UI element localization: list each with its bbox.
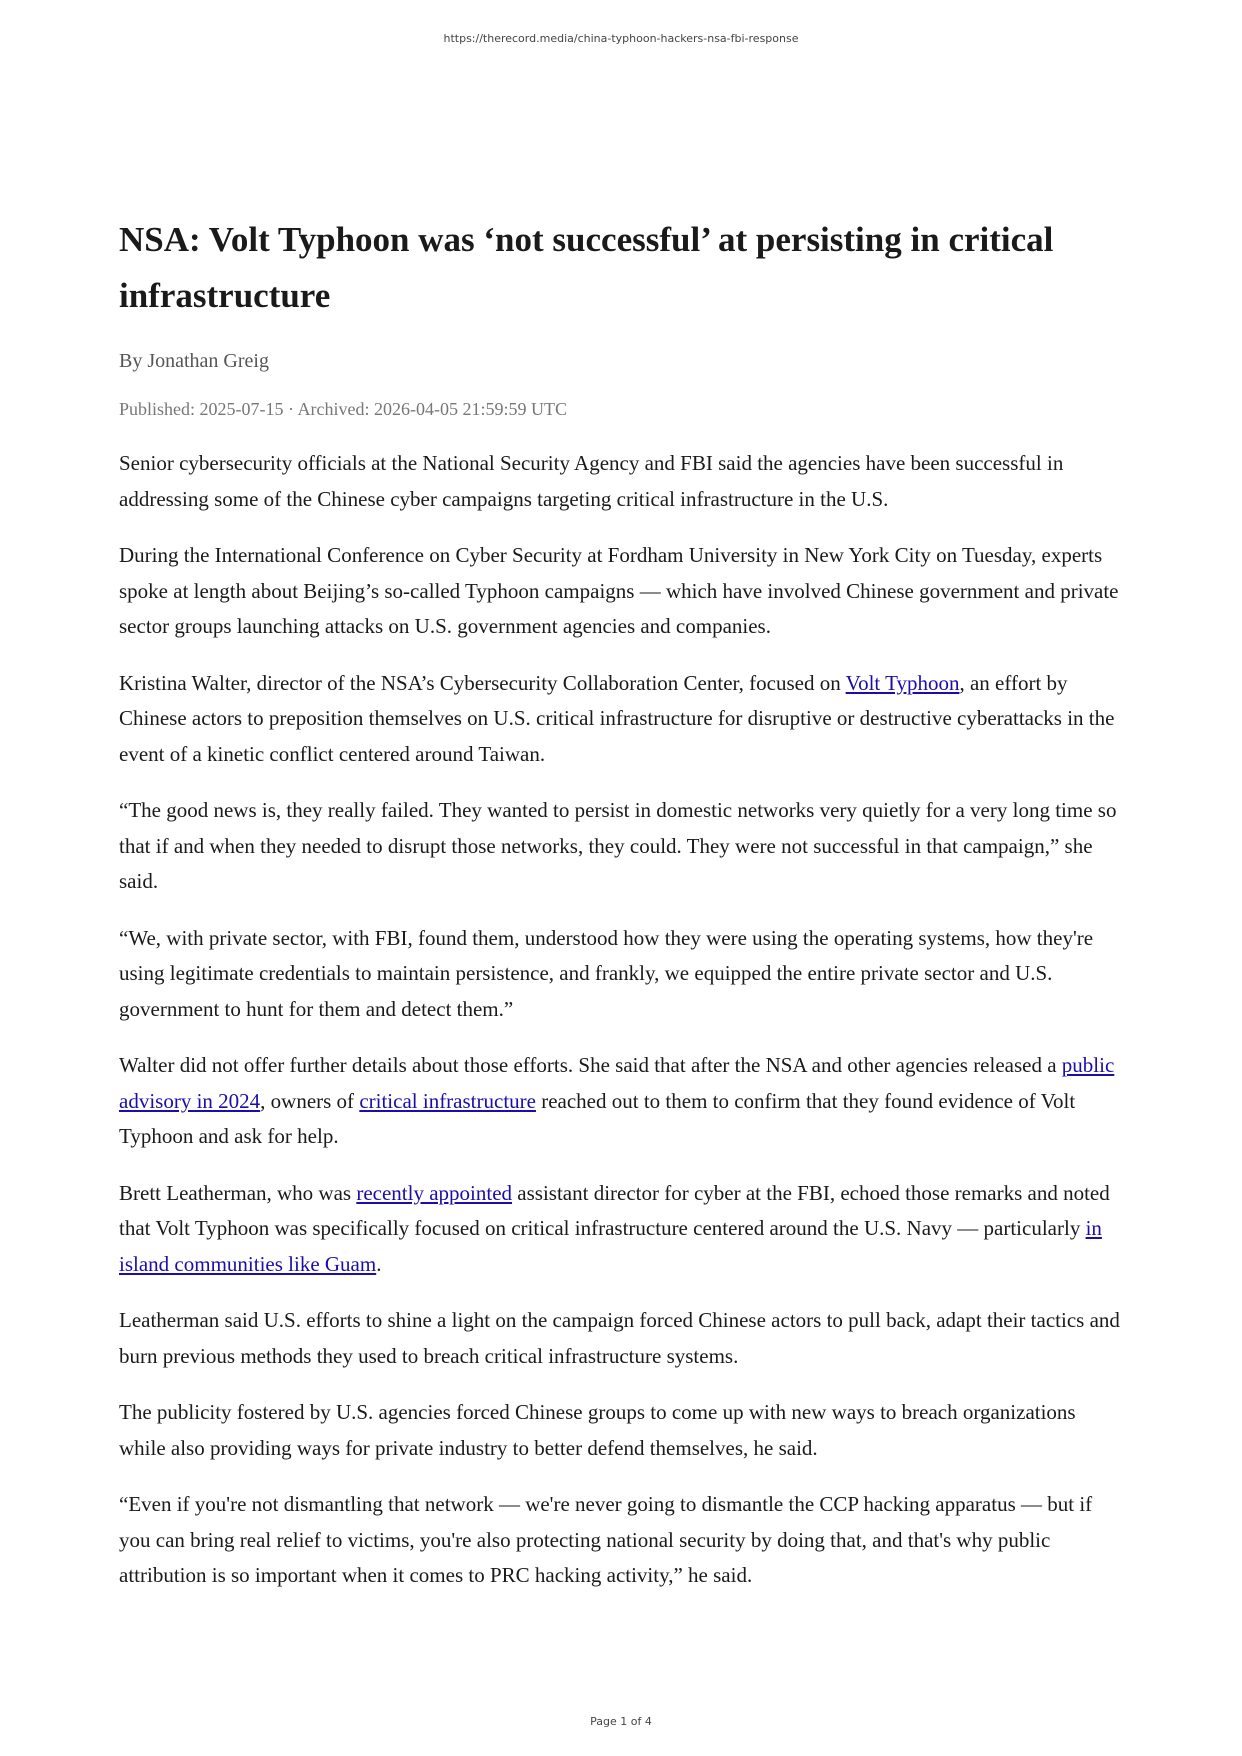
island-communities-link[interactable]: in island communities like Guam <box>119 1216 1102 1276</box>
paragraph-text: , an effort by Chinese actors to preposition themselves on U.S. critical infrastructure for disruptive or destructive cyberattacks in the event of a kinetic conflict centered around Taiwan. <box>119 670 1115 766</box>
article-paragraph: “The good news is, they really failed. They wanted to persist in domestic networks very quietly for a very long time so that if and when they needed to disrupt those networks, they could. They were not successful in that campaign,” she said. <box>119 798 1117 893</box>
article-paragraph: Leatherman said U.S. efforts to shine a light on the campaign forced Chinese actors to pull back, adapt their tactics and burn previous methods they used to breach critical infrastructure systems. <box>119 1308 1120 1368</box>
paragraph-text: Kristina Walter, director of the NSA’s Cybersecurity Collaboration Center, focused on <box>119 670 846 695</box>
paragraph-text: . <box>376 1251 382 1276</box>
article <box>119 212 1124 1615</box>
article-paragraph <box>119 666 1124 773</box>
article-paragraph: Senior cybersecurity officials at the National Security Agency and FBI said the agencies have been successful in addressing some of the Chinese cyber campaigns targeting critical infrastructure in the U.S. <box>119 451 1064 511</box>
article-paragraph: “Even if you're not dismantling that network — we're never going to dismantle the CCP hacking apparatus — but if you can bring real relief to victims, you're also protecting national security by doing that, and that's why public attribution is so important when it comes to PRC hacking activity,” he said. <box>119 1492 1093 1587</box>
paragraph-text: reached out to them to confirm that they found evidence of Volt Typhoon and ask for help. <box>119 1088 1076 1148</box>
article-title: NSA: Volt Typhoon was ‘not successful’ at persisting in critical infrastructure <box>119 220 1054 315</box>
paragraph-text: Brett Leatherman, who was <box>119 1180 357 1205</box>
paragraph-text: assistant director for cyber at the FBI, echoed those remarks and noted that Volt Typhoon was specifically focused on critical infrastructure centered around the U.S. Navy — particularly <box>119 1180 1110 1240</box>
article-publish-meta: Published: 2025-07-15 · Archived: 2026-04-05 21:59:59 UTC <box>119 399 567 419</box>
volt-typhoon-link[interactable]: Volt Typhoon <box>845 670 960 695</box>
article-paragraph <box>119 1176 1124 1283</box>
paragraph-text: Walter did not offer further details about those efforts. She said that after the NSA and other agencies released a <box>119 1053 1062 1077</box>
article-byline: By Jonathan Greig <box>119 350 269 372</box>
article-paragraph: During the International Conference on Cyber Security at Fordham University in New York City on Tuesday, experts spoke at length about Beijing’s so-called Typhoon campaigns — which have involved Chinese government and private sector groups launching attacks on U.S. government agencies and companies. <box>119 543 1119 638</box>
critical-infrastructure-link[interactable]: critical infrastructure <box>359 1088 536 1113</box>
article-paragraph: The publicity fostered by U.S. agencies forced Chinese groups to come up with new ways to breach organizations while also providing ways for private industry to better defend themselves, he said. <box>119 1400 1076 1460</box>
public-advisory-link[interactable]: public advisory in 2024 <box>119 1053 1115 1113</box>
recently-appointed-link[interactable]: recently appointed <box>356 1180 513 1205</box>
page-number: Page 1 of 4 <box>590 1715 652 1728</box>
paragraph-text: , owners of <box>260 1088 360 1113</box>
article-paragraph <box>119 1048 1124 1155</box>
article-paragraph: “We, with private sector, with FBI, found them, understood how they were using the operating systems, how they're using legitimate credentials to maintain persistence, and frankly, we equipped the entire private sector and U.S. government to hunt for them and detect them.” <box>119 925 1094 1021</box>
page-url-header: https://therecord.media/china-typhoon-hackers-nsa-fbi-response <box>443 32 799 45</box>
